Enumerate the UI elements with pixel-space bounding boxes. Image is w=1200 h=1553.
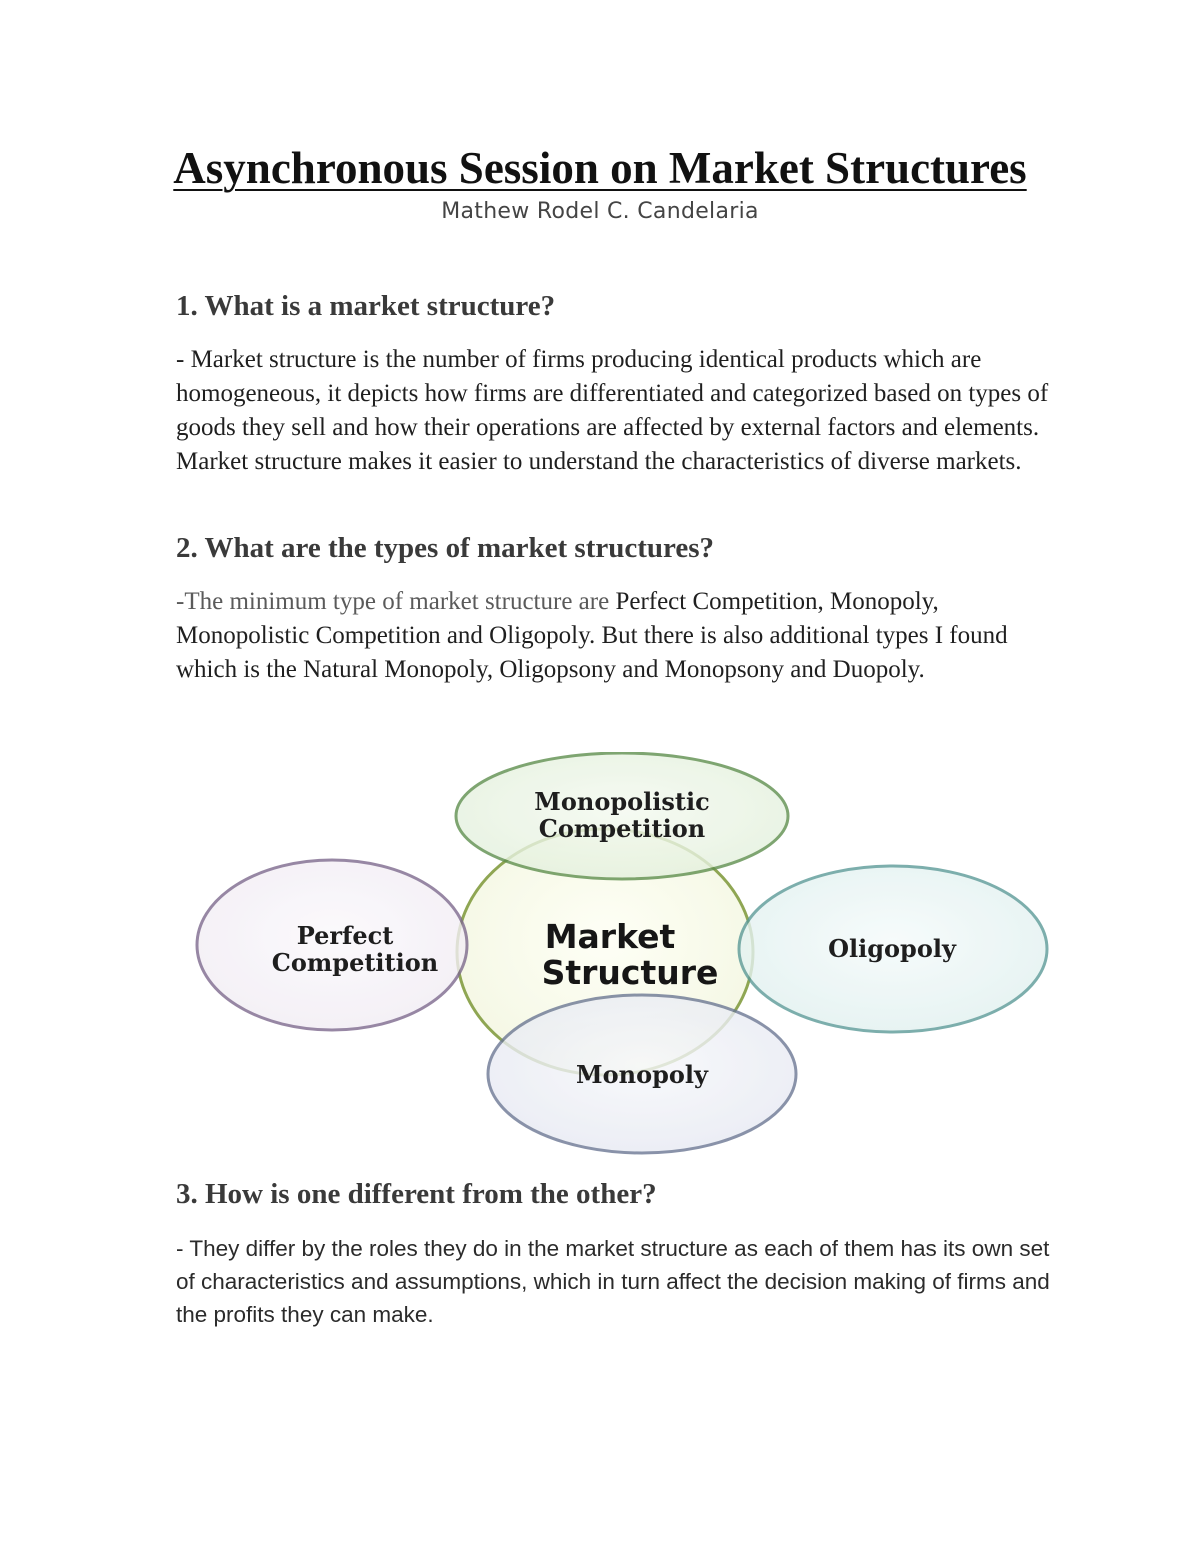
question-3-heading: 3. How is one different from the other?: [176, 1178, 657, 1210]
top-node-label-line1: Monopolistic: [534, 787, 710, 816]
left-node-label-line2: Competition: [271, 948, 439, 977]
market-structure-diagram: [190, 752, 1060, 1160]
question-2-answer-rest: Perfect Competition, Monopoly, Monopolistic Competition and Oligopoly. But there is also additional types I found which is the Natural Monopoly, Oligopsony and Monopsony and Duopoly.: [176, 588, 1008, 683]
center-label-line1: Market: [544, 917, 676, 956]
question-3-answer: - They differ by the roles they do in the market structure as each of them has its own set of characteristics and assumptions, which in turn affect the decision making of firms and the profits they can make.: [176, 1236, 1050, 1327]
question-2-answer-prefix: -The minimum type of market structure are: [176, 588, 616, 615]
question-2-heading: 2. What are the types of market structures?: [176, 532, 715, 564]
question-2-answer: [176, 585, 1056, 687]
question-1-heading: 1. What is a market structure?: [176, 290, 556, 322]
document-title: Asynchronous Session on Market Structures: [173, 143, 1027, 193]
bottom-node-label: Monopoly: [576, 1060, 708, 1089]
author-name: Mathew Rodel C. Candelaria: [441, 199, 759, 224]
center-label-line2: Structure: [541, 953, 719, 992]
top-node-label-line2: Competition: [538, 814, 706, 843]
left-node-label-line1: Perfect: [296, 921, 394, 950]
question-1-answer: - Market structure is the number of firms producing identical products which are homogeneous, it depicts how firms are differentiated and categorized based on types of goods they sell and how their operations are affected by external factors and elements. Market structure makes it easier to understand the characteristics of diverse markets.: [176, 346, 1049, 475]
right-node-label: Oligopoly: [828, 934, 956, 963]
